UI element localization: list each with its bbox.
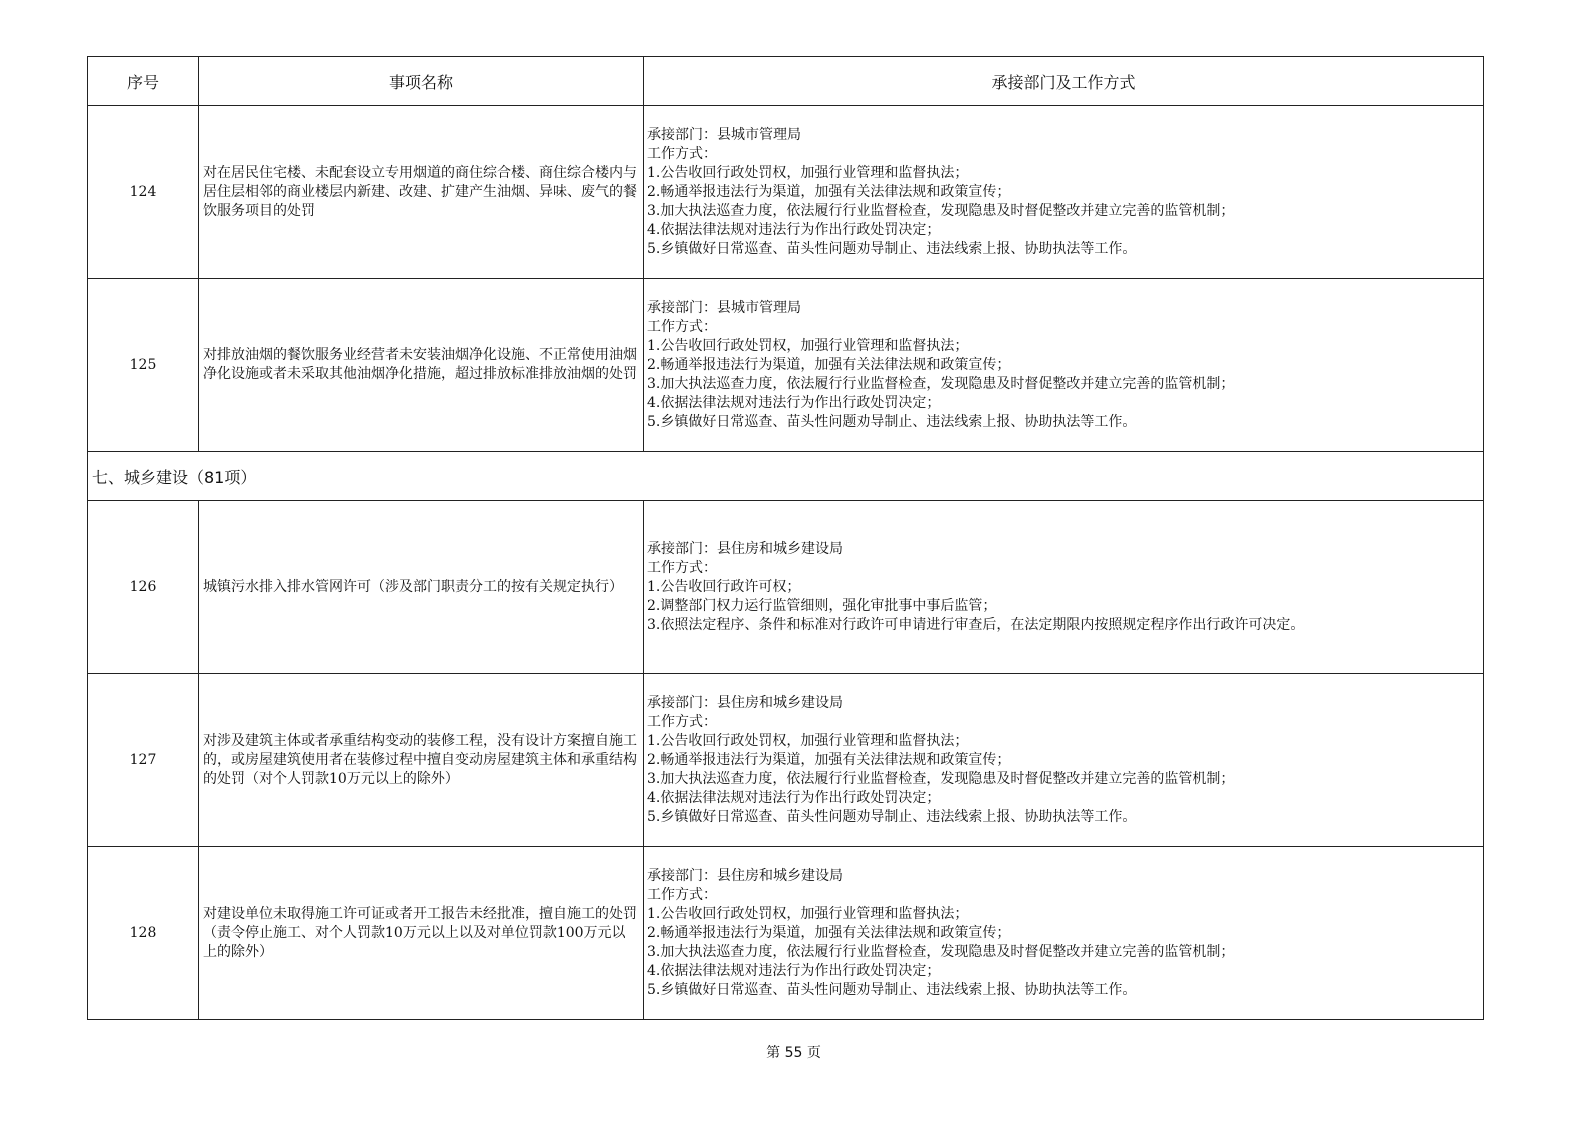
method-line: 工作方式： <box>647 318 717 335</box>
method-line: 2.畅通举报违法行为渠道，加强有关法律法规和政策宣传； <box>647 356 1011 373</box>
method-line: 承接部门：县住房和城乡建设局 <box>647 694 843 711</box>
table-row <box>88 674 1484 847</box>
method-line: 3.加大执法巡查力度，依法履行行业监督检查，发现隐患及时督促整改并建立完善的监管机制； <box>647 943 1235 960</box>
method-line: 2.畅通举报违法行为渠道，加强有关法律法规和政策宣传； <box>647 751 1011 768</box>
method-line: 4.依据法律法规对违法行为作出行政处罚决定； <box>647 789 941 806</box>
method-line: 工作方式： <box>647 559 717 576</box>
item-method <box>644 106 1484 279</box>
item-number: 124 <box>88 106 199 279</box>
item-name: 对涉及建筑主体或者承重结构变动的装修工程，没有设计方案擅自施工的，或房屋建筑使用者在装修过程中擅自变动房屋建筑主体和承重结构的处罚（对个人罚款10万元以上的除外） <box>199 674 644 847</box>
item-name: 城镇污水排入排水管网许可（涉及部门职责分工的按有关规定执行） <box>199 501 644 674</box>
method-line: 工作方式： <box>647 145 717 162</box>
method-line: 3.加大执法巡查力度，依法履行行业监督检查，发现隐患及时督促整改并建立完善的监管机制； <box>647 770 1235 787</box>
method-line: 4.依据法律法规对违法行为作出行政处罚决定； <box>647 962 941 979</box>
items-table <box>87 56 1484 1020</box>
method-line: 承接部门：县住房和城乡建设局 <box>647 540 843 557</box>
section-title: 七、城乡建设（81项） <box>88 452 1484 501</box>
item-method <box>644 501 1484 674</box>
header-method: 承接部门及工作方式 <box>644 57 1484 106</box>
item-number: 128 <box>88 847 199 1020</box>
method-line: 5.乡镇做好日常巡查、苗头性问题劝导制止、违法线索上报、协助执法等工作。 <box>647 413 1137 430</box>
method-line: 3.加大执法巡查力度，依法履行行业监督检查，发现隐患及时督促整改并建立完善的监管机制； <box>647 202 1235 219</box>
method-line: 工作方式： <box>647 886 717 903</box>
method-line: 2.畅通举报违法行为渠道，加强有关法律法规和政策宣传； <box>647 183 1011 200</box>
method-line: 承接部门：县城市管理局 <box>647 299 801 316</box>
method-line: 1.公告收回行政处罚权，加强行业管理和监督执法； <box>647 164 969 181</box>
method-line: 1.公告收回行政处罚权，加强行业管理和监督执法； <box>647 732 969 749</box>
table-row <box>88 847 1484 1020</box>
method-line: 4.依据法律法规对违法行为作出行政处罚决定； <box>647 394 941 411</box>
item-number: 127 <box>88 674 199 847</box>
method-line: 承接部门：县住房和城乡建设局 <box>647 867 843 884</box>
method-line: 5.乡镇做好日常巡查、苗头性问题劝导制止、违法线索上报、协助执法等工作。 <box>647 981 1137 998</box>
item-name: 对排放油烟的餐饮服务业经营者未安装油烟净化设施、不正常使用油烟净化设施或者未采取其他油烟净化措施，超过排放标准排放油烟的处罚 <box>199 279 644 452</box>
method-line: 3.加大执法巡查力度，依法履行行业监督检查，发现隐患及时督促整改并建立完善的监管机制； <box>647 375 1235 392</box>
item-name: 对建设单位未取得施工许可证或者开工报告未经批准，擅自施工的处罚（责令停止施工、对个人罚款10万元以上以及对单位罚款100万元以上的除外） <box>199 847 644 1020</box>
method-line: 1.公告收回行政许可权； <box>647 578 801 595</box>
table-row <box>88 501 1484 674</box>
method-line: 5.乡镇做好日常巡查、苗头性问题劝导制止、违法线索上报、协助执法等工作。 <box>647 240 1137 257</box>
item-method <box>644 279 1484 452</box>
item-name: 对在居民住宅楼、未配套设立专用烟道的商住综合楼、商住综合楼内与居住层相邻的商业楼层内新建、改建、扩建产生油烟、异味、废气的餐饮服务项目的处罚 <box>199 106 644 279</box>
header-no: 序号 <box>88 57 199 106</box>
method-line: 承接部门：县城市管理局 <box>647 126 801 143</box>
method-line: 1.公告收回行政处罚权，加强行业管理和监督执法； <box>647 905 969 922</box>
method-line: 5.乡镇做好日常巡查、苗头性问题劝导制止、违法线索上报、协助执法等工作。 <box>647 808 1137 825</box>
method-line: 2.畅通举报违法行为渠道，加强有关法律法规和政策宣传； <box>647 924 1011 941</box>
header-row <box>88 57 1484 106</box>
item-number: 126 <box>88 501 199 674</box>
page-number: 第 55 页 <box>766 1045 821 1061</box>
table-row <box>88 106 1484 279</box>
method-line: 2.调整部门权力运行监管细则，强化审批事中事后监管； <box>647 597 997 614</box>
table-row <box>88 279 1484 452</box>
method-line: 工作方式： <box>647 713 717 730</box>
item-method <box>644 674 1484 847</box>
header-name: 事项名称 <box>199 57 644 106</box>
method-line: 1.公告收回行政处罚权，加强行业管理和监督执法； <box>647 337 969 354</box>
item-number: 125 <box>88 279 199 452</box>
section-row <box>88 452 1484 501</box>
item-method <box>644 847 1484 1020</box>
method-line: 4.依据法律法规对违法行为作出行政处罚决定； <box>647 221 941 238</box>
method-line: 3.依照法定程序、条件和标准对行政许可申请进行审查后，在法定期限内按照规定程序作出行政许可决定。 <box>647 616 1305 633</box>
